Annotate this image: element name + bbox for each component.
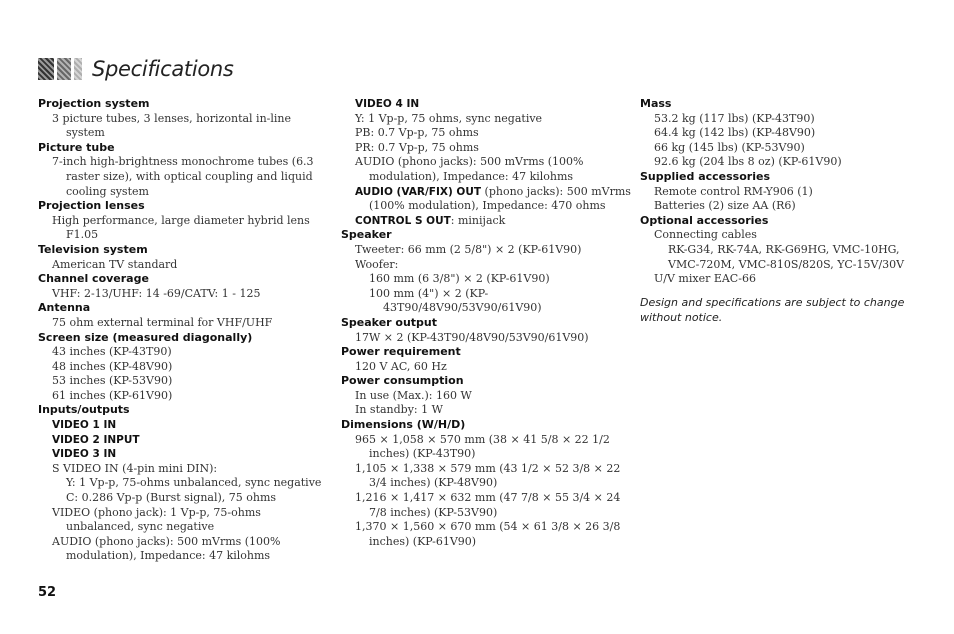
heading-channel-coverage: Channel coverage	[38, 272, 149, 286]
video4-audio-text: AUDIO (phono jacks): 500 mVrms (100% modulation), Impedance: 47 kilohms	[355, 155, 584, 183]
optional-mixer-text: U/V mixer EAC-66	[654, 272, 756, 286]
heading-dimensions: Dimensions (W/H/D)	[341, 418, 466, 432]
column-1	[38, 97, 328, 564]
audio-var-fix-text: (phono jacks): 500 mVrms (100% modulation), Impedance: 470 ohms	[369, 184, 631, 213]
heading-speaker-output: Speaker output	[341, 315, 438, 329]
heading-power-requirement: Power requirement	[341, 345, 461, 359]
page-title: Specifications	[92, 57, 234, 81]
dimension-item: 965 × 1,058 × 570 mm (38 × 41 5/8 × 22 1/2 inches) (KP-43T90)	[355, 432, 610, 461]
speaker-output-text: 17W × 2 (KP-43T90/48V90/53V90/61V90)	[355, 330, 589, 344]
block-1	[38, 58, 54, 80]
screen-size-item: 48 inches (KP-48V90)	[52, 359, 173, 373]
heading-antenna: Antenna	[38, 301, 91, 315]
heading-supplied-accessories: Supplied accessories	[640, 169, 770, 183]
heading-power-consumption: Power consumption	[341, 374, 464, 388]
audio-phono-text: AUDIO (phono jacks): 500 mVrms (100% modulation), Impedance: 47 kilohms	[52, 534, 281, 563]
video4-y-text: Y: 1 Vp-p, 75 ohms, sync negative	[355, 111, 543, 125]
audio-var-fix-out	[341, 185, 631, 214]
dimension-item: 1,216 × 1,417 × 632 mm (47 7/8 × 55 3/4 × 24 7/8 inches) (KP-53V90)	[355, 491, 621, 519]
heading-mass: Mass	[640, 97, 672, 110]
video-phono-text: VIDEO (phono jack): 1 Vp-p, 75-ohms unbalanced, sync negative	[52, 505, 261, 534]
power-in-use-text: In use (Max.): 160 W	[355, 388, 472, 402]
screen-size-item: 61 inches (KP-61V90)	[52, 388, 173, 402]
dimension-item: 1,370 × 1,560 × 670 mm (54 × 61 3/8 × 26 3/8 inches) (KP-61V90)	[355, 520, 621, 548]
optional-cables-text: Connecting cables	[654, 228, 757, 242]
heading-optional-accessories: Optional accessories	[640, 213, 769, 227]
video4-pr-text: PR: 0.7 Vp-p, 75 ohms	[355, 140, 479, 154]
svideo-in-text: S VIDEO IN (4-pin mini DIN):	[52, 461, 218, 475]
video4-pb-text: PB: 0.7 Vp-p, 75 ohms	[355, 126, 479, 140]
disclaimer-note: Design and specifications are subject to change without notice.	[640, 295, 905, 324]
control-s-text: : minijack	[450, 213, 506, 227]
woofer-item: 100 mm (4") × 2 (KP-43T90/48V90/53V90/61V90)	[369, 286, 542, 315]
block-2	[57, 58, 71, 80]
heading-picture-tube: Picture tube	[38, 140, 115, 154]
audio-var-fix-label: AUDIO (VAR/FIX) OUT	[355, 185, 482, 198]
tweeter-text: Tweeter: 66 mm (2 5/8") × 2 (KP-61V90)	[355, 242, 582, 256]
page-number: 52	[38, 585, 57, 600]
control-s-label: CONTROL S OUT	[355, 214, 451, 227]
heading-television-system: Television system	[38, 242, 148, 256]
heading-screen-size: Screen size (measured diagonally)	[38, 330, 253, 344]
picture-tube-text: 7-inch high-brightness monochrome tubes (6.3 raster size), with optical coupling and liquid cooling system	[52, 155, 314, 198]
supplied-item: Remote control RM-Y906 (1)	[654, 184, 813, 198]
power-standby-text: In standby: 1 W	[355, 403, 443, 417]
dimension-item: 1,105 × 1,338 × 579 mm (43 1/2 × 52 3/8 × 22 3/4 inches) (KP-48V90)	[355, 461, 621, 490]
heading-projection-lenses: Projection lenses	[38, 199, 145, 213]
subheading-video-3-in: VIDEO 3 IN	[52, 448, 117, 461]
projection-system-text: 3 picture tubes, 3 lenses, horizontal in-line system	[52, 111, 292, 140]
mass-item: 92.6 kg (204 lbs 8 oz) (KP-61V90)	[654, 155, 842, 169]
svideo-c-text: C: 0.286 Vp-p (Burst signal), 75 ohms	[66, 491, 277, 505]
television-system-text: American TV standard	[52, 257, 178, 271]
subheading-video-2-input: VIDEO 2 INPUT	[52, 433, 140, 446]
heading-projection-system: Projection system	[38, 97, 150, 110]
column-2	[341, 97, 631, 549]
triple-block-mark-icon	[38, 58, 82, 80]
control-s-out	[341, 214, 631, 229]
mass-item: 64.4 kg (142 lbs) (KP-48V90)	[654, 126, 816, 140]
subheading-video-1-in: VIDEO 1 IN	[52, 419, 117, 432]
heading-inputs-outputs: Inputs/outputs	[38, 403, 130, 417]
heading-speaker: Speaker	[341, 228, 392, 242]
antenna-text: 75 ohm external terminal for VHF/UHF	[52, 315, 273, 329]
optional-cables-list: RK-G34, RK-74A, RK-G69HG, VMC-10HG, VMC-720M, VMC-810S/820S, YC-15V/30V	[668, 242, 905, 271]
page-header	[38, 56, 234, 82]
projection-lenses-text: High performance, large diameter hybrid lens F1.05	[52, 213, 310, 242]
woofer-text: Woofer:	[355, 257, 399, 271]
power-requirement-text: 120 V AC, 60 Hz	[355, 359, 447, 373]
woofer-item: 160 mm (6 3/8") × 2 (KP-61V90)	[369, 272, 550, 286]
svideo-y-text: Y: 1 Vp-p, 75-ohms unbalanced, sync negative	[66, 476, 322, 490]
screen-size-item: 53 inches (KP-53V90)	[52, 374, 173, 388]
screen-size-item: 43 inches (KP-43T90)	[52, 345, 172, 359]
column-3	[640, 97, 930, 325]
mass-item: 53.2 kg (117 lbs) (KP-43T90)	[654, 111, 815, 125]
channel-coverage-text: VHF: 2-13/UHF: 14 -69/CATV: 1 - 125	[52, 286, 261, 300]
supplied-item: Batteries (2) size AA (R6)	[654, 199, 796, 213]
block-3	[74, 58, 82, 80]
subheading-video-4-in: VIDEO 4 IN	[355, 98, 420, 110]
mass-item: 66 kg (145 lbs) (KP-53V90)	[654, 140, 805, 154]
